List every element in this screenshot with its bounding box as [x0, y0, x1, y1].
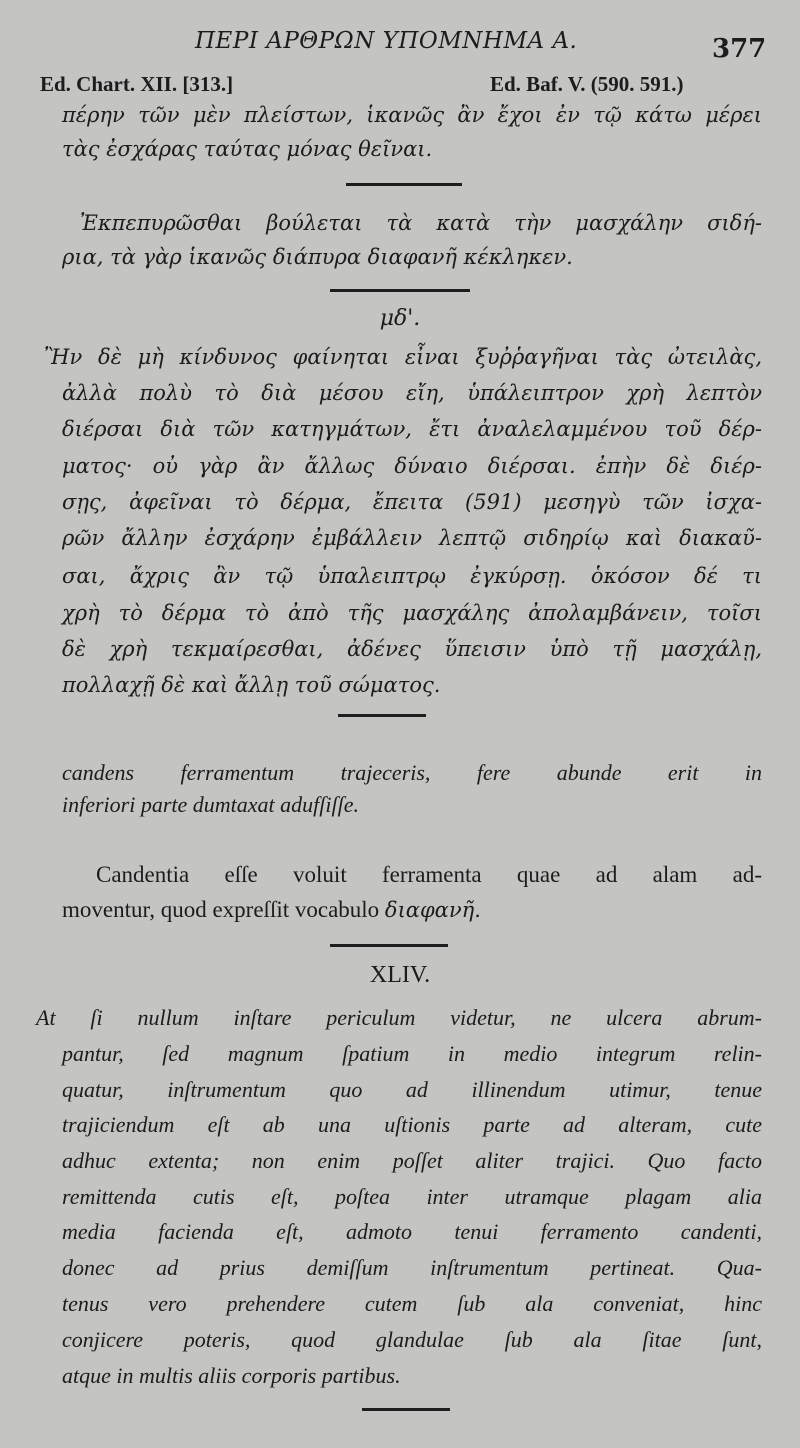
divider-rule	[338, 714, 426, 717]
text-line: atque in multis aliis corporis partibus.	[62, 1363, 401, 1388]
text-line: ρῶν ἄλλην ἐσχάρην ἐμβάλλειν λεπτῷ σιδηρίῳ καὶ διακαῦ-	[62, 526, 762, 550]
edition-basel-reference: Ed. Baf. V. (590. 591.)	[490, 72, 684, 96]
text-line: inferiori parte dumtaxat adufſiſſe.	[62, 792, 359, 817]
text-line: Ἢν δὲ μὴ κίνδυνος φαίνηται εἶναι ξυῤῥαγῆναι τὰς ὠτειλὰς,	[44, 345, 762, 369]
text-line	[62, 895, 762, 925]
text-line: media facienda eſt, admoto tenui ferramento candenti,	[62, 1219, 762, 1244]
text-line: σαι, ἄχρις ἂν τῷ ὑπαλειπτρῳ ἐγκύρσῃ. ὁκόσον δέ τι	[62, 564, 762, 588]
text-line: σῃς, ἀφεῖναι τὸ δέρμα, ἔπειτα (591) μεσηγὺ τῶν ἰσχα-	[62, 490, 762, 514]
text-line: χρὴ τὸ δέρμα τὸ ἀπὸ τῆς μασχάλης ἀπολαμβάνειν, τοῖσι	[62, 601, 762, 625]
text-line: quatur, inſtrumentum quo ad illinendum utimur, tenue	[62, 1077, 762, 1102]
text-line: δὲ χρὴ τεκμαίρεσθαι, ἀδένες ὕπεισιν ὑπὸ τῇ μασχάλῃ,	[62, 637, 762, 661]
text-line: conjicere poteris, quod glandulae ſub ala ſitae ſunt,	[62, 1327, 762, 1352]
text-line: remittenda cutis eſt, poſtea inter utramque plagam alia	[62, 1184, 762, 1209]
text-line: adhuc extenta; non enim poſſet aliter trajici. Quo facto	[62, 1148, 762, 1173]
text-line: candens ferramentum trajeceris, fere abunde erit in	[62, 760, 762, 785]
divider-rule	[330, 944, 448, 947]
text-line: Candentia eſſe voluit ferramenta quae ad alam ad-	[96, 862, 762, 887]
latin-section-number: XLIV.	[369, 962, 431, 988]
text-line: διέρσαι διὰ τῶν κατηγμάτων, ἔτι ἀναλελαμμένου τοῦ δέρ-	[62, 417, 762, 441]
greek-section-number: μδ'.	[379, 306, 421, 331]
text-line: tenus vero prehendere cutem ſub ala conveniat, hinc	[62, 1291, 762, 1316]
running-title: ΠΕΡΙ ΑΡΘΡΩΝ ΥΠΟΜΝΗΜΑ Α.	[195, 28, 578, 54]
text-line: trajiciendum eſt ab una uſtionis parte ad alteram, cute	[62, 1112, 762, 1137]
divider-rule	[362, 1408, 450, 1411]
text-line: pantur, ſed magnum ſpatium in medio integrum relin-	[62, 1041, 762, 1066]
text-line: τὰς ἐσχάρας ταύτας μόνας θεῖναι.	[62, 137, 433, 161]
text-line: ματος· οὐ γὰρ ἂν ἄλλως δύναιο διέρσαι. ἐπὴν δὲ διέρ-	[62, 454, 762, 478]
text-line: πολλαχῇ δὲ καὶ ἄλλῃ τοῦ σώματος.	[62, 673, 441, 697]
divider-rule	[330, 289, 470, 292]
text-line: ἀλλὰ πολὺ τὸ διὰ μέσου εἴη, ὑπάλειπτρον χρὴ λεπτὸν	[62, 381, 762, 405]
text-line: ρια, τὰ γὰρ ἱκανῶς διάπυρα διαφανῆ κέκληκεν.	[62, 245, 573, 269]
text-line: donec ad prius demiſſum inſtrumentum pertineat. Qua-	[62, 1255, 762, 1280]
text-span: moventur, quod expreſſit vocabulo	[62, 897, 380, 922]
text-line: Ἐκπεπυρῶσθαι βούλεται τὰ κατὰ τὴν μασχάλην σιδή-	[80, 211, 762, 235]
page-number: 377	[712, 34, 767, 64]
text-line: πέρην τῶν μὲν πλείστων, ἱκανῶς ἂν ἔχοι ἐν τῷ κάτω μέρει	[62, 103, 762, 127]
text-line: At ſi nullum inſtare periculum videtur, ne ulcera abrum-	[36, 1005, 762, 1030]
divider-rule	[346, 183, 462, 186]
greek-term: διαφανῆ.	[384, 898, 481, 922]
edition-chart-reference: Ed. Chart. XII. [313.]	[40, 72, 234, 96]
